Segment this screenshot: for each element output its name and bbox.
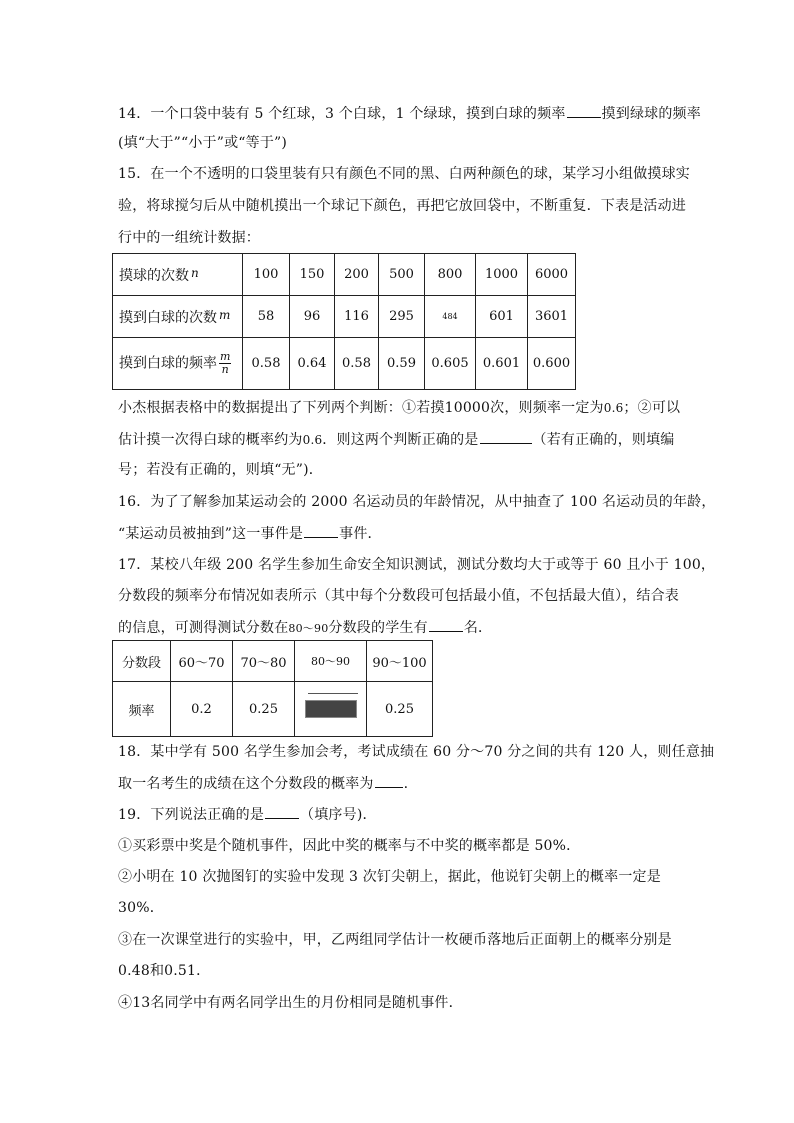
q16-answer-blank[interactable] (304, 523, 338, 538)
q15-cell: 295 (379, 296, 425, 338)
q17-cell: 0.25 (367, 682, 433, 737)
q17-obscured-cell (295, 682, 367, 737)
q15-cell: 484 (425, 296, 476, 338)
q15-cell: 6000 (528, 254, 576, 296)
q14-text-a: 14．一个口袋中装有 5 个红球，3 个白球，1 个绿球，摸到白球的频率 (118, 106, 566, 122)
q15-after1: 小杰根据表格中的数据提出了下列两个判断：①若摸10000次，则频率一定为0.6；②可以 (118, 400, 681, 416)
q15-row-frequency (113, 338, 576, 390)
q16-line1: 16．为了了解参加某运动会的 2000 名运动员的年龄情况，从中抽查了 100 名运动员的年龄， (118, 494, 716, 510)
q17-cell: 0.25 (233, 682, 295, 737)
q18-line1: 18．某中学有 500 名学生参加会考，考试成绩在 60 分～70 分之间的共有 120 人，则任意抽 (118, 744, 715, 760)
q15-cell: 800 (425, 254, 476, 296)
q15-after2: 估计摸一次得白球的概率约为0.6．则这两个判断正确的是 （若有正确的，则填编 (118, 429, 675, 450)
q14-line1 (118, 103, 701, 124)
q17-line2: 分数段的频率分布情况如表所示（其中每个分数段可包括最小值，不包括最大值），结合表 (118, 588, 679, 604)
q15-cell: 601 (476, 296, 528, 338)
q15-cell: 0.601 (476, 338, 528, 390)
q14-answer-blank[interactable] (567, 103, 601, 118)
q15-line3: 行中的一组统计数据： (118, 230, 260, 246)
q15-cell: 58 (243, 296, 290, 338)
q15-answer-blank[interactable] (480, 429, 532, 444)
smudge-line (308, 693, 358, 694)
q17-header-cell: 80～90 (295, 641, 367, 682)
q17-line1: 17．某校八年级 200 名学生参加生命安全知识测试，测试分数均大于或等于 60 且小于 100， (118, 557, 716, 573)
q15-cell: 0.605 (425, 338, 476, 390)
q15-cell: 3601 (528, 296, 576, 338)
q15-row1-header: 摸球的次数 n (113, 254, 243, 296)
q19-statement-2: ②小明在 10 次抛图钉的实验中发现 3 次钉尖朝上，据此，他说钉尖朝上的概率一定是 (118, 869, 661, 885)
q15-cell: 100 (243, 254, 290, 296)
q15-row3-header: 摸到白球的频率 $\frac{m}{n}$ (113, 338, 243, 390)
q15-cell: 1000 (476, 254, 528, 296)
q19-statement-3-cont: 0.48和0.51． (118, 963, 211, 979)
q15-cell: 0.58 (243, 338, 290, 390)
q17-table (112, 640, 433, 737)
q17-line3: 的信息，可测得测试分数在80～90分数段的学生有 名． (118, 617, 492, 639)
q15-cell: 200 (335, 254, 379, 296)
q15-line2: 验，将球搅匀后从中随机摸出一个球记下颜色，再把它放回袋中，不断重复．下表是活动进 (118, 198, 686, 214)
fraction-m-over-n: $\frac{m}{n}$ (220, 350, 231, 376)
q17-row-label: 频率 (113, 682, 171, 737)
q15-row-white-count (113, 296, 576, 338)
q15-cell: 500 (379, 254, 425, 296)
q17-cell: 0.2 (171, 682, 233, 737)
q15-cell: 116 (335, 296, 379, 338)
q17-header-cell: 90～100 (367, 641, 433, 682)
q18-line2: 取一名考生的成绩在这个分数段的概率为 . (118, 773, 408, 794)
q17-header-cell: 70～80 (233, 641, 295, 682)
q15-cell: 0.58 (335, 338, 379, 390)
q15-cell: 96 (290, 296, 335, 338)
q17-header-row (113, 641, 433, 682)
q19-line1: 19．下列说法正确的是 （填序号)． (118, 804, 377, 825)
q15-line1: 15．在一个不透明的口袋里装有只有颜色不同的黑、白两种颜色的球，某学习小组做摸球实 (118, 166, 691, 182)
q15-row2-header: 摸到白球的次数 m (113, 296, 243, 338)
q15-cell: 0.59 (379, 338, 425, 390)
q19-answer-blank[interactable] (265, 804, 299, 819)
q15-table (112, 253, 576, 390)
q15-cell: 150 (290, 254, 335, 296)
q17-answer-blank[interactable] (429, 617, 463, 632)
q14-text-b: 摸到绿球的频率 (601, 106, 701, 122)
q19-statement-4: ④13名同学中有两名同学出生的月份相同是随机事件． (118, 995, 463, 1011)
q18-answer-blank[interactable] (375, 773, 403, 788)
q15-after3: 号；若没有正确的，则填“无”)． (118, 462, 323, 478)
q17-value-row (113, 682, 433, 737)
q17-header-cell: 60～70 (171, 641, 233, 682)
q19-statement-1: ①买彩票中奖是个随机事件，因此中奖的概率与不中奖的概率都是 50%． (118, 838, 581, 854)
q16-line2: “某运动员被抽到”这一事件是 事件． (118, 523, 382, 544)
q15-cell: 0.64 (290, 338, 335, 390)
q17-header-label: 分数段 (113, 641, 171, 682)
q14-line2: (填“大于”“小于”或“等于”) (118, 135, 288, 151)
q15-row-trials (113, 254, 576, 296)
q15-cell: 0.600 (528, 338, 576, 390)
q19-statement-3: ③在一次课堂进行的实验中，甲，乙两组同学估计一枚硬币落地后正面朝上的概率分别是 (118, 932, 672, 948)
q19-statement-2-cont: 30%． (118, 900, 164, 916)
obscured-value-smudge (305, 700, 357, 718)
